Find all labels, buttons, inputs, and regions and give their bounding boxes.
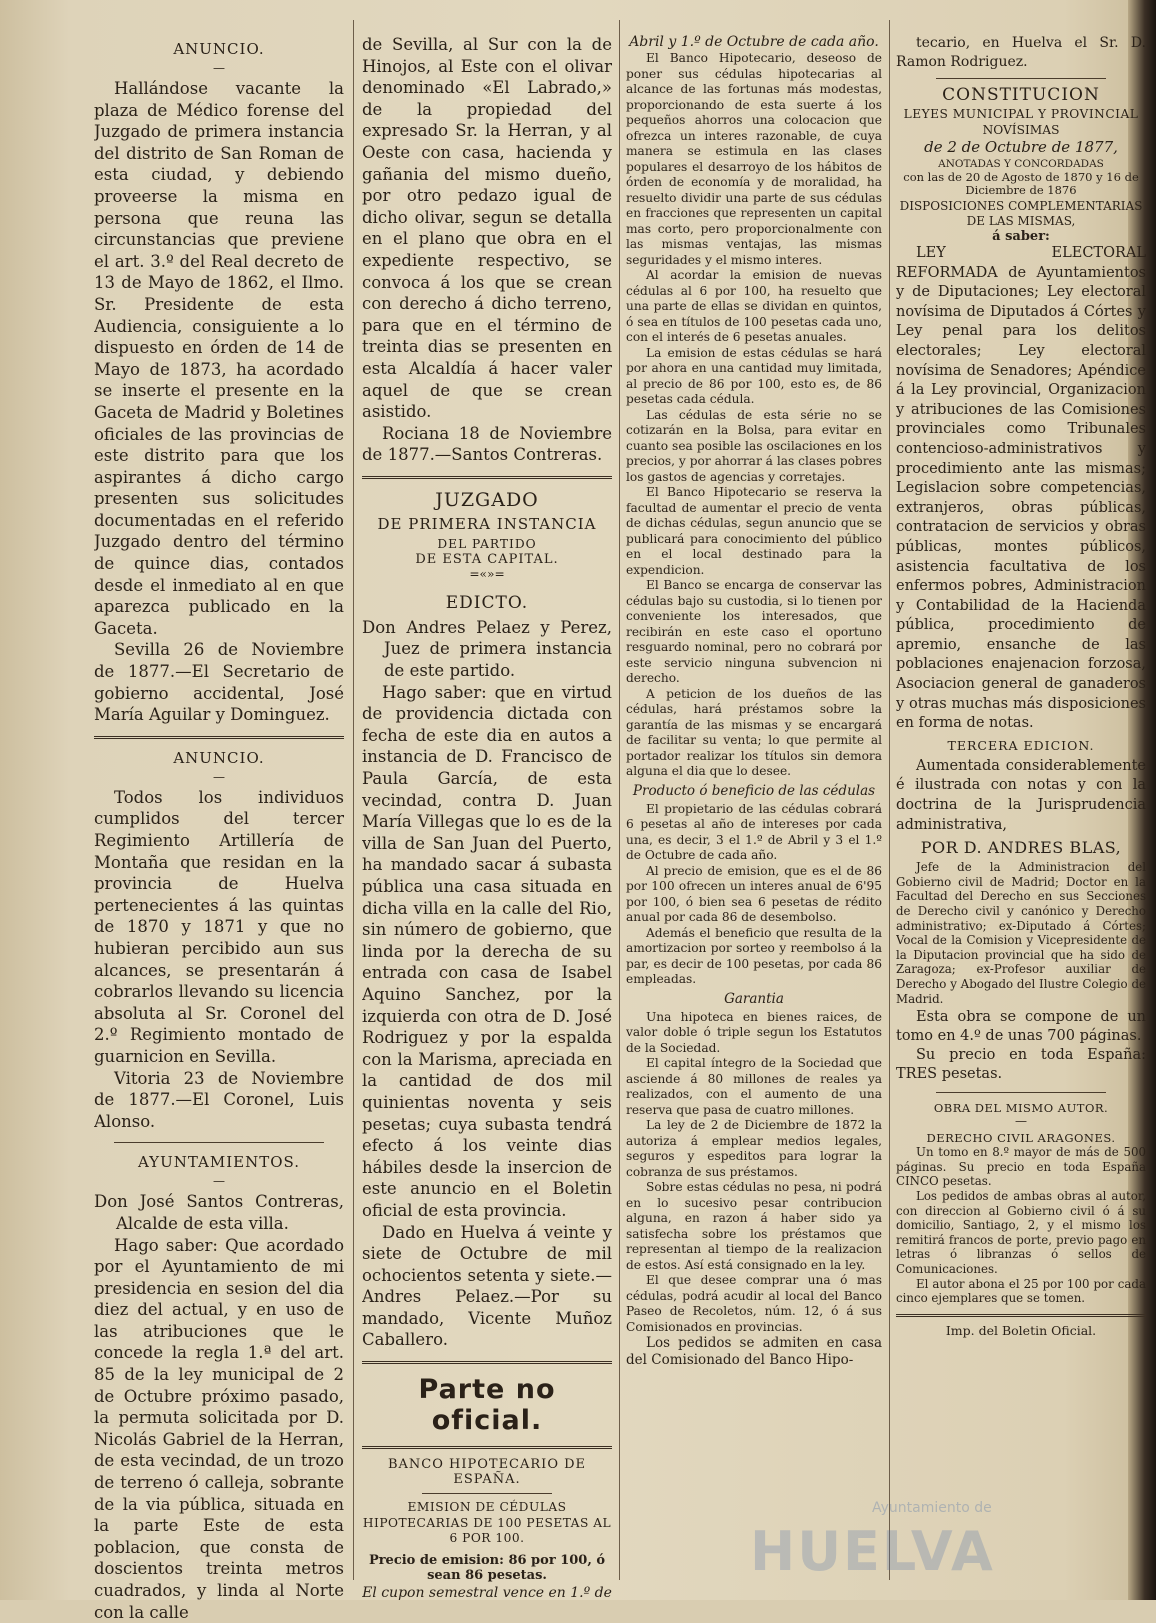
derecho-civil-body: Un tomo en 8.º mayor de más de 500 páginas. Su precio en toda España CINCO pesetas. xyxy=(896,1145,1146,1189)
producto-heading: Producto ó beneficio de las cédulas xyxy=(626,783,882,799)
section-divider xyxy=(936,1092,1106,1093)
banco-paragraph: Las cédulas de esta série no se cotizarán en la Bolsa, para evitar en cuanto sea posible las oscilaciones en los precios, y por ahorrar á las clases pobres los gastos de agencias y corretajes. xyxy=(626,408,882,486)
banco-title: BANCO HIPOTECARIO DE ESPAÑA. xyxy=(362,1457,612,1487)
ornament: =«»= xyxy=(362,567,612,583)
ayuntamientos-heading: Don José Santos Contreras, Alcalde de esta villa. xyxy=(94,1191,344,1234)
dash-ornament: — xyxy=(94,771,344,783)
dash-ornament: — xyxy=(94,1175,344,1187)
derecho-civil-title: DERECHO CIVIL ARAGONES. xyxy=(896,1131,1146,1145)
banco-paragraph: Al precio de emision, que es el de 86 por 100 ofrecen un interes anual de 6'95 por 100, ó bien sea 6 pesetas de rédito anual por cada 86 de desembolso. xyxy=(626,864,882,926)
pedidos-text: Los pedidos de ambas obras al autor, con direccion al Gobierno civil ó á su domicilio, Santiago, 2, y el mismo los remitirá francos de porte, previo pago en letras ó libranzas ó sellos de Comunicaciones. xyxy=(896,1189,1146,1277)
descuento-text: El autor abona el 25 por 100 por cada cinco ejemplares que se tomen. xyxy=(896,1277,1146,1306)
disposiciones-heading: DISPOSICIONES COMPLEMENTARIAS DE LAS MISMAS, xyxy=(896,199,1146,229)
anuncio-signature: Sevilla 26 de Noviembre de 1877.—El Secretario de gobierno accidental, José María Aguilar y Dominguez. xyxy=(94,639,344,725)
banco-paragraph: Al acordar la emision de nuevas cédulas al 6 por 100, ha resuelto que una parte de ellas se dividan en quintos, ó sea en títulos de 100 pesetas cada uno, con el interés de 6 pesetas anuales. xyxy=(626,268,882,346)
edicto-title: EDICTO. xyxy=(362,593,612,613)
precio-emision: Precio de emision: 86 por 100, ó sean 86 pesetas. xyxy=(362,1553,612,1584)
column-2 xyxy=(362,34,612,1602)
ayuntamientos-body: Hago saber: Que acordado por el Ayuntamiento de mi presidencia en sesion del dia diez del actual, y en uso de las atribuciones que le concede la regla 1.ª del art. 85 de la ley municipal de 2 de Octubre próximo pasado, la permuta solicitada por D. Nicolás Gabriel de la Herran, de esta vecindad, de un trozo de terreno ó calleja, sobrante de la via pública, situada en la parte Este de esta poblacion, que consta de doscientos treinta metros cuadrados, y linda al Norte con la calle xyxy=(94,1235,344,1623)
fecha-leyes: de 2 de Octubre de 1877, xyxy=(896,138,1146,157)
emision-heading: EMISION DE CÉDULAS HIPOTECARIAS DE 100 PESETAS AL 6 POR 100. xyxy=(362,1500,612,1547)
column-rule xyxy=(353,20,354,1580)
watermark-huelva: HUELVA xyxy=(750,1520,995,1583)
column-1 xyxy=(94,34,344,1623)
anuncio-body: Hallándose vacante la plaza de Médico forense del Juzgado de primera instancia del distrito de San Roman de esta ciudad, y debiendo proveerse la misma en persona que reuna las circunstancias que previene el art. 3.º del Real decreto de 13 de Mayo de 1862, el Ilmo. Sr. Presidente de esta Audiencia, consiguiente a lo dispuesto en órden de 14 de Mayo de 1873, ha acordado se inserte el presente en la Gaceta de Madrid y Boletines oficiales de las provincias de este distrito para que los aspirantes á dicho cargo presenten sus solicitudes documentadas en el referido Juzgado dentro del término de quince dias, contados desde el inmediato al en que aparezca publicado en la Gaceta. xyxy=(94,78,344,639)
banco-paragraph: Los pedidos se admiten en casa del Comisionado del Banco Hipo- xyxy=(626,1335,882,1369)
a-saber: á saber: xyxy=(896,229,1146,244)
banco-paragraph: Una hipoteca en bienes raices, de valor doble ó triple segun los Estatutos de la Sociedad. xyxy=(626,1010,882,1057)
banco-paragraph: A peticion de los dueños de las cédulas, hará préstamos sobre la garantía de las mismas y se encargará de facilitar su venta; lo que permite al portador realizar los títulos sin demora alguna el dia que lo desee. xyxy=(626,687,882,780)
anotadas: ANOTADAS Y CONCORDADAS xyxy=(896,157,1146,171)
comisionado-cont: tecario, en Huelva el Sr. D. Ramon Rodriguez. xyxy=(896,34,1146,72)
autor-cargos: Jefe de la Administracion del Gobierno civil de Madrid; Doctor en la Facultad del Derecho en sus Secciones de Derecho civil y canónico y Derecho administrativo; ex-Diputado á Córtes; Vocal de la Comision y Vicepresidente de la Diputacion provincial que ha sido de Zaragoza; ex-Profesor auxiliar de Derecho y Abogado del Ilustre Colegio de Madrid. xyxy=(896,860,1146,1006)
parte-no-oficial-banner xyxy=(362,1361,612,1449)
parte-no-oficial-title: Parte no oficial. xyxy=(362,1374,612,1436)
banco-paragraph: El que desee comprar una ó mas cédulas, podrá acudir al local del Banco Paseo de Recoletos, núm. 12, ó á sus Comisionados en provincias. xyxy=(626,1273,882,1335)
banco-paragraph: El Banco se encarga de conservar las cédulas bajo su custodia, si lo tienen por conveniente los interesados, que recibirán en este caso el oportuno resguardo nominal, pero no cobrará por este servicio ninguna subvencion ni derecho. xyxy=(626,578,882,687)
leyes-heading: LEYES MUNICIPAL Y PROVINCIAL xyxy=(896,107,1146,123)
constitucion-title: CONSTITUCION xyxy=(896,85,1146,105)
watermark-line1: Ayuntamiento de xyxy=(872,1500,992,1516)
section-divider xyxy=(114,1142,324,1143)
anuncio-title: ANUNCIO. xyxy=(94,749,344,767)
juzgado-capital: DE ESTA CAPITAL. xyxy=(362,552,612,567)
banco-paragraph: El Banco Hipotecario se reserva la facultad de aumentar el precio de venta de dichas cédulas, segun anuncio que se publicará para conocimiento del público en el local destinado para la expendicion. xyxy=(626,485,882,578)
banco-paragraph: El Banco Hipotecario, deseoso de poner sus cédulas hipotecarias al alcance de las fortunas más modestas, proporcionando de esta suerte á los pequeños ahorros una colocacion que ofrezca un interes razonable, de cuya manera se estimula en las clases populares el desarroyo de los hábitos de órden de economía y de moralidad, ha resuelto dividir una parte de sus cédulas en fracciones que representen un capital mas corto, pero proporcionalmente con las mismas ventajas, las mismas seguridades y el mismo interes. xyxy=(626,51,882,268)
banco-paragraph: La emision de estas cédulas se hará por ahora en una cantidad muy limitada, al precio de 86 por 100, esto es, de 86 pesetas cada cédula. xyxy=(626,346,882,408)
ayuntamientos-signature: Rociana 18 de Noviembre de 1877.—Santos Contreras. xyxy=(362,423,612,466)
ayuntamientos-body-cont: de Sevilla, al Sur con la de Hinojos, al Este con el olivar denominado «El Labrado,» de la propiedad del expresado Sr. la Herran, y al Oeste con casa, hacienda y gañania del mismo dueño, por otro pedazo igual de dicho olivar, segun se detalla en el plano que obra en el expediente respectivo, se convoca á los que se crean con derecho á dicho terreno, para que en el término de treinta dias se presenten en esta Alcaldía á hacer valer aquel de que se crean asistido. xyxy=(362,34,612,423)
edicto-body: Hago saber: que en virtud de providencia dictada con fecha de este dia en autos a instancia de D. Francisco de Paula García, de esta vecindad, contra D. Juan María Villegas que lo es de la villa de San Juan del Puerto, ha mandado sacar á subasta pública una casa situada en dicha villa en la calle del Rio, sin número de gobierno, que linda por la derecha de su entrada con casa de Isabel Aquino Sanchez, por la izquierda con otra de D. José Rodriguez y por la espalda con la Marisma, apreciada en la cantidad de dos mil quinientas noventa y seis pesetas; cuya subasta tendrá efecto á los veinte dias hábiles desde la insercion de este anuncio en el Boletin oficial de esta provincia. xyxy=(362,682,612,1222)
section-divider xyxy=(936,78,1106,79)
edicto-signature: Dado en Huelva á veinte y siete de Octubre de mil ochocientos setenta y siete.—Andres Pelaez.—Por su mandado, Vicente Muñoz Caballero. xyxy=(362,1222,612,1352)
banco-paragraph: El propietario de las cédulas cobrará 6 pesetas al año de intereses por cada una, es decir, 3 el 1.º de Abril y 3 el 1.º de Octubre de cada año. xyxy=(626,802,882,864)
garantia-heading: Garantia xyxy=(626,991,882,1007)
anuncio-body: Todos los individuos cumplidos del tercer Regimiento Artillería de Montaña que residan en la provincia de Huelva pertenecientes á las quintas de 1870 y 1871 y que no hubieran percibido aun sus alcances, se presentarán á cobrarlos llevando su licencia absoluta al Sr. Coronel del 2.º Regimiento montado de guarnicion en Sevilla. xyxy=(94,787,344,1068)
obra-mismo-autor: OBRA DEL MISMO AUTOR. xyxy=(896,1101,1146,1115)
ayuntamientos-title: AYUNTAMIENTOS. xyxy=(94,1153,344,1171)
dash-ornament: — xyxy=(896,1115,1146,1127)
banco-paragraph: Además el beneficio que resulta de la amortizacion por sorteo y reembolso á la par, es decir de 100 pesetas, por cada 86 empleadas. xyxy=(626,926,882,988)
aumentada-text: Aumentada considerablemente é ilustrada con notas y con la doctrina de la Jurisprudencia administrativa, xyxy=(896,757,1146,835)
column-3 xyxy=(626,34,882,1369)
concordadas-fechas: con las de 20 de Agosto de 1870 y 16 de Diciembre de 1876 xyxy=(896,171,1146,197)
autor-nombre: POR D. ANDRES BLAS, xyxy=(896,838,1146,857)
juzgado-title: JUZGADO xyxy=(362,489,612,511)
column-rule xyxy=(619,20,620,1580)
section-divider xyxy=(896,1314,1146,1317)
dash-ornament: — xyxy=(94,62,344,74)
section-divider xyxy=(362,476,612,479)
obra-descripcion: Esta obra se compone de un tomo en 4.º de unas 700 páginas. xyxy=(896,1008,1146,1046)
tercera-edicion: TERCERA EDICION. xyxy=(896,738,1146,753)
edicto-heading: Don Andres Pelaez y Perez, Juez de primera instancia de este partido. xyxy=(362,617,612,682)
novisimas: NOVÍSIMAS xyxy=(896,123,1146,139)
column-4 xyxy=(896,34,1146,1338)
section-divider xyxy=(94,736,344,739)
imprenta: Imp. del Boletin Oficial. xyxy=(896,1323,1146,1338)
cupon-text-cont: Abril y 1.º de Octubre de cada año. xyxy=(626,34,882,51)
banco-paragraph: El capital íntegro de la Sociedad que asciende á 80 millones de reales ya realizados, con el aumento de una reserva que pasa de cuatro millones. xyxy=(626,1056,882,1118)
juzgado-partido: DEL PARTIDO xyxy=(362,537,612,553)
obra-precio: Su precio en toda España: TRES pesetas. xyxy=(896,1046,1146,1084)
banco-paragraph: La ley de 2 de Diciembre de 1872 la autoriza á emplear medios legales, seguros y espeditos para lograr la cobranza de sus préstamos. xyxy=(626,1118,882,1180)
juzgado-subtitle: DE PRIMERA INSTANCIA xyxy=(362,515,612,533)
cupon-text: El cupon semestral vence en 1.º de xyxy=(362,1584,612,1602)
anuncio-signature: Vitoria 23 de Noviembre de 1877.—El Coronel, Luis Alonso. xyxy=(94,1068,344,1133)
anuncio-title: ANUNCIO. xyxy=(94,40,344,58)
column-rule xyxy=(889,20,890,1580)
constitucion-body: LEY ELECTORAL REFORMADA de Ayuntamientos y de Diputaciones; Ley electoral novísima de Diputados á Córtes y Ley penal para los delitos electorales; Ley electoral novísima de Senadores; Apéndice á la Ley provincial, Organizacion y atribuciones de las Comisiones provinciales como Tribunales contencioso-administrativos y procedimiento ante las mismas; Legislacion sobre competencias, extranjeros, obras públicas, contratacion de servicios y obras públicas, montes públicos, asistencia facultativa de los enfermos pobres, Administracion y Contabilidad de la Hacienda pública, procedimiento de apremio, ensanche de las poblaciones enajenacion forzosa, Asociacion general de ganaderos y otras muchas más disposiciones en forma de notas. xyxy=(896,244,1146,734)
section-divider xyxy=(422,1493,552,1494)
banco-paragraph: Sobre estas cédulas no pesa, ni podrá en lo sucesivo pesar contribucion alguna, en razon á haber sido ya satisfecha sobre los préstamos que representan al tiempo de la realizacion de estos. Así está consignado en la ley. xyxy=(626,1180,882,1273)
